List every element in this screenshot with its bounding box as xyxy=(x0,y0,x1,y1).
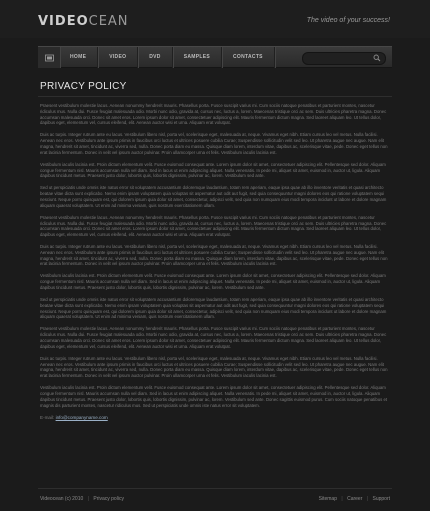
policy-paragraph: Duis ac turpis. Integer rutrum ante eu lacus. Vestibulum libero nisl, porta vel, scelerisque eget, malesuada at, neque. Vivamus eget nibh. Etiam cursus leo vel metus. Nulla facilisi. Aenean nec eros. Vestibulum ante ipsum primis in faucibus orci luctus et ultrices posuere cubilia Curae; Suspendisse sollicitudin velit sed leo. Ut pharetra augue nec augue. Nam elit magna, hendrerit sit amet, tincidunt ac, viverra sed, nulla. Donec porta diam eu massa. Quisque diam lorem, interdum vitae, dapibus ac, scelerisque vitae, pede. Donec eget tellus non erat lacinia fermentum. Donec in velit vel ipsum auctor pulvinar. Proin ullamcorper urna et felis. Vestibulum iaculis lacinia est. xyxy=(40,132,388,155)
footer-link-sitemap[interactable]: Sitemap xyxy=(318,496,337,502)
footer-copyright xyxy=(40,496,127,502)
search-icon[interactable] xyxy=(373,54,381,62)
nav-menu xyxy=(60,47,275,68)
main-navigation xyxy=(38,46,392,68)
slogan: The video of your success! xyxy=(306,17,390,24)
search-input[interactable] xyxy=(302,52,386,65)
logo-thin-text: CEAN xyxy=(88,14,129,29)
privacy-policy-link[interactable]: Privacy policy xyxy=(93,496,124,502)
logo[interactable] xyxy=(38,14,129,29)
policy-paragraph: Duis ac turpis. Integer rutrum ante eu lacus. Vestibulum libero nisl, porta vel, scelerisque eget, malesuada at, neque. Vivamus eget nibh. Etiam cursus leo vel metus. Nulla facilisi. Aenean nec eros. Vestibulum ante ipsum primis in faucibus orci luctus et ultrices posuere cubilia Curae; Suspendisse sollicitudin velit sed leo. Ut pharetra augue nec augue. Nam elit magna, hendrerit sit amet, tincidunt ac, viverra sed, nulla. Donec porta diam eu massa. Quisque diam lorem, interdum vitae, dapibus ac, scelerisque vitae, pede. Donec eget tellus non erat lacinia fermentum. Donec in velit vel ipsum auctor pulvinar. Proin ullamcorper urna et felis. Vestibulum iaculis lacinia est. xyxy=(40,355,388,379)
policy-paragraph: Vestibulum iaculis lacinia est. Proin dictum elementum velit. Fusce euismod consequat ante. Lorem ipsum dolor sit amet, consectetuer adipiscing elit. Pellentesque sed dolor. Aliquam congue fermentum nisl. Mauris accumsan nulla vel diam. Sed in lacus ut enim adipiscing aliquet. Nulla venenatis. In pede mi, aliquet sit amet, euismod in, auctor ut, ligula. Aliquam dapibus tincidunt metus. Praesent justo dolor, lobortis quis, lobortis dignissim, pulvinar ac, lorem. Vestibulum sed ante. xyxy=(40,273,386,291)
footer-links xyxy=(316,496,390,502)
page-title: PRIVACY POLICY xyxy=(40,81,127,92)
nav-item-samples[interactable]: SAMPLES xyxy=(173,47,222,68)
copyright-text: Videocean (c) 2010 xyxy=(40,496,84,502)
footer-separator: | xyxy=(341,496,343,502)
site-header xyxy=(0,0,430,38)
policy-paragraph: Sed ut perspiciatis unde omnis iste natus error sit voluptatem accusantium doloremque laudantium, totam rem aperiam, eaque ipsa quae ab illo inventore veritatis et quasi architecto beatae vitae dicta sunt explicabo. Nemo enim ipsam voluptatem quia voluptas sit aspernatur aut odit aut fugit, sed quia consequuntur magni dolores eos qui ratione voluptatem sequi nesciunt. Neque porro quisquam est, qui dolorem ipsum quia dolor sit amet, consectetur, adipisci velit, sed quia non numquam eius modi tempora incidunt ut labore et dolore magnam aliquam quaerat voluptatem. Ut enim ad minima veniam, quis nostrum exercitationem ullam. xyxy=(40,297,387,320)
policy-paragraph: Praesent vestibulum molestie lacus. Aenean nonummy hendrerit mauris. Phasellus porta. Fusce suscipit varius mi. Cum sociis natoque penatibus et parturient montes, nascetur ridiculus mus. Nulla dui. Fusce feugiat malesuada odio. Morbi nunc odio, gravida at, cursus nec, luctus a, lorem. Maecenas tristique orci ac sem. Duis ultricies pharetra magna. Donec accumsan malesuada orci. Donec sit amet eros. Lorem ipsum dolor sit amet, consectetuer adipiscing elit. Mauris fermentum dictum magna. Sed laoreet aliquam leo. Ut tellus dolor, dapibus eget, elementum vel, cursus eleifend, elit. Aenean auctor wisi et urna. Aliquam erat volutpat. xyxy=(40,214,387,238)
policy-paragraph: Vestibulum iaculis lacinia est. Proin dictum elementum velit. Fusce euismod consequat ante. Lorem ipsum dolor sit amet, consectetuer adipiscing elit. Pellentesque sed dolor. Aliquam congue fermentum nisl. Mauris accumsan nulla vel diam. Sed in lacus ut enim adipiscing aliquet. Nulla venenatis. In pede mi, aliquet sit amet, euismod in, auctor ut, ligula. Aliquam dapibus tincidunt metus. Praesent justo dolor, lobortis quis, lobortis dignissim, pulvinar ac, lorem. Vestibulum sed ante. xyxy=(40,161,386,179)
nav-item-contacts[interactable]: CONTACTS xyxy=(222,47,275,68)
email-label: E-mail: xyxy=(40,414,55,420)
logo-bold-text: VIDEO xyxy=(38,14,89,29)
film-icon xyxy=(45,54,54,62)
policy-paragraph: Vestibulum iaculis lacinia est. Proin dictum elementum velit. Fusce euismod consequat ante. Lorem ipsum dolor sit amet, consectetuer adipiscing elit. Pellentesque sed dolor. Aliquam congue fermentum nisl. Mauris accumsan nulla vel diam. Sed in lacus ut enim adipiscing aliquet. Nulla venenatis. In pede mi, aliquet sit amet, euismod in, auctor ut, ligula. Aliquam dapibus tincidunt metus. Praesent justo dolor, lobortis quis, lobortis dignissim, pulvinar ac, lorem. Vestibulum sed ante. Donec sagittis euismod purus. Cum sociis natoque penatibus et magnis dis parturient montes, nascetur ridiculus mus. Sed ut perspiciatis unde omnis iste natus error sit voluptatem. xyxy=(40,385,388,408)
footer-separator: | xyxy=(366,496,369,502)
email-link[interactable]: info@companyname.com xyxy=(55,414,108,420)
nav-item-video[interactable]: VIDEO xyxy=(98,47,138,68)
footer-link-career[interactable]: Career xyxy=(347,496,363,502)
nav-home-icon-button[interactable] xyxy=(38,47,61,68)
policy-paragraph: Sed ut perspiciatis unde omnis iste natus error sit voluptatem accusantium doloremque laudantium, totam rem aperiam, eaque ipsa quae ab illo inventore veritatis et quasi architecto beatae vitae dicta sunt explicabo. Nemo enim ipsam voluptatem quia voluptas sit aspernatur aut odit aut fugit, sed quia consequuntur magni dolores eos qui ratione voluptatem sequi nesciunt. Neque porro quisquam est, qui dolorem ipsum quia dolor sit amet, consectetur, adipisci velit, sed quia non numquam eius modi tempora incidunt ut labore et dolore magnam aliquam quaerat voluptatem. Ut enim ad minima veniam, quis nostrum exercitationem ullam. xyxy=(40,185,387,208)
policy-content xyxy=(40,103,390,420)
title-divider xyxy=(38,96,392,97)
footer-divider xyxy=(38,488,392,489)
footer-link-support[interactable]: Support xyxy=(372,496,390,502)
email-line xyxy=(40,415,390,420)
policy-paragraph: Praesent vestibulum molestie lacus. Aenean nonummy hendrerit mauris. Phasellus porta. Fusce suscipit varius mi. Cum sociis natoque penatibus et parturient montes, nascetur ridiculus mus. Nulla dui. Fusce feugiat malesuada odio. Morbi nunc odio, gravida at, cursus nec, luctus a, lorem. Maecenas tristique orci ac sem. Duis ultricies pharetra magna. Donec accumsan malesuada orci. Donec sit amet eros. Lorem ipsum dolor sit amet, consectetuer adipiscing elit. Mauris fermentum dictum magna. Sed laoreet aliquam leo. Ut tellus dolor, dapibus eget, elementum vel, cursus eleifend, elit. Aenean auctor wisi et urna. Aliquam erat volutpat. xyxy=(40,326,387,349)
nav-item-home[interactable]: HOME xyxy=(60,47,98,68)
footer-separator: | xyxy=(87,496,89,502)
nav-item-dvd[interactable]: DVD xyxy=(138,47,172,68)
policy-paragraph: Praesent vestibulum molestie lacus. Aenean nonummy hendrerit mauris. Phasellus porta. Fusce suscipit varius mi. Cum sociis natoque penatibus et parturient montes, nascetur ridiculus mus. Nulla dui. Fusce feugiat malesuada odio. Morbi nunc odio, gravida at, cursus nec, luctus a, lorem. Maecenas tristique orci ac sem. Duis ultricies pharetra magna. Donec accumsan malesuada orci. Donec sit amet eros. Lorem ipsum dolor sit amet, consectetuer adipiscing elit. Mauris fermentum dictum magna. Sed laoreet aliquam leo. Ut tellus dolor, dapibus eget, elementum vel, cursus eleifend, elit. Aenean auctor wisi et urna. Aliquam erat volutpat. xyxy=(40,103,387,126)
policy-paragraph: Duis ac turpis. Integer rutrum ante eu lacus. Vestibulum libero nisl, porta vel, scelerisque eget, malesuada at, neque. Vivamus eget nibh. Etiam cursus leo vel metus. Nulla facilisi. Aenean nec eros. Vestibulum ante ipsum primis in faucibus orci luctus et ultrices posuere cubilia Curae; Suspendisse sollicitudin velit sed leo. Ut pharetra augue nec augue. Nam elit magna, hendrerit sit amet, tincidunt ac, viverra sed, nulla. Donec porta diam eu massa. Quisque diam lorem, interdum vitae, dapibus ac, scelerisque vitae, pede. Donec eget tellus non erat lacinia fermentum. Donec in velit vel ipsum auctor pulvinar. Proin ullamcorper urna et felis. Vestibulum iaculis lacinia est. xyxy=(40,244,388,267)
